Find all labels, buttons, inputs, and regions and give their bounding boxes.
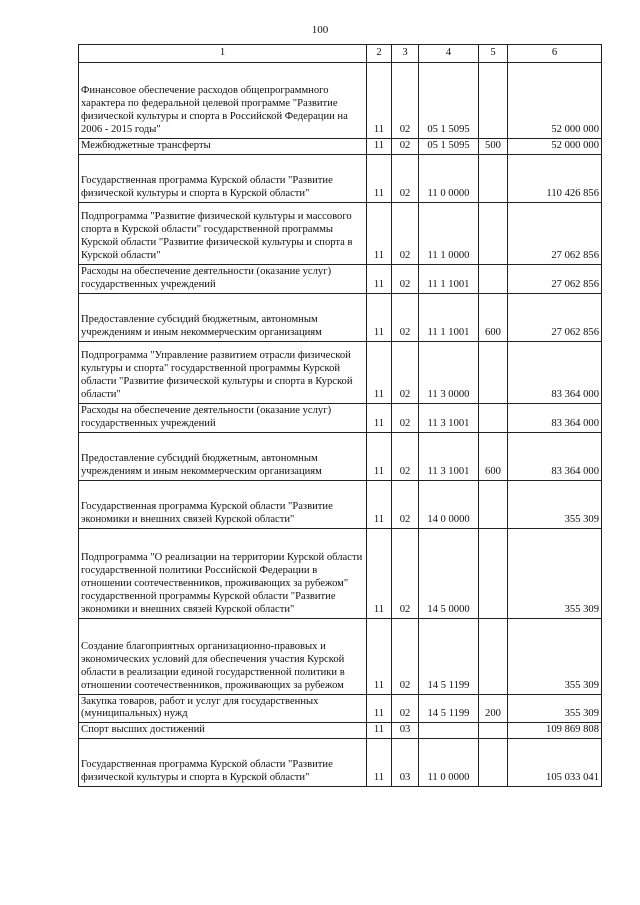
cell-section: 11	[367, 739, 392, 787]
cell-subsection: 02	[392, 432, 419, 480]
table-row	[79, 202, 602, 264]
cell-type	[479, 528, 508, 618]
cell-section: 11	[367, 202, 392, 264]
cell-section: 11	[367, 403, 392, 432]
cell-subsection: 02	[392, 154, 419, 202]
cell-subsection: 02	[392, 694, 419, 723]
cell-amount: 105 033 041	[508, 739, 602, 787]
cell-name: Государственная программа Курской области "Развитие физической культуры и спорта в Курской области"	[79, 739, 367, 787]
cell-subsection: 02	[392, 480, 419, 528]
table-row	[79, 293, 602, 341]
cell-subsection: 02	[392, 264, 419, 293]
cell-section: 11	[367, 62, 392, 138]
cell-section: 11	[367, 432, 392, 480]
table-row	[79, 528, 602, 618]
cell-amount: 83 364 000	[508, 341, 602, 403]
table-row	[79, 62, 602, 138]
cell-subsection: 02	[392, 62, 419, 138]
cell-type	[479, 202, 508, 264]
cell-type	[479, 618, 508, 694]
cell-target: 11 1 1001	[419, 264, 479, 293]
header-col-6: 6	[508, 45, 602, 63]
cell-target: 14 5 1199	[419, 694, 479, 723]
cell-name: Предоставление субсидий бюджетным, автономным учреждениям и иным некоммерческим организациям	[79, 432, 367, 480]
cell-target: 14 5 0000	[419, 528, 479, 618]
cell-amount: 109 869 808	[508, 723, 602, 739]
cell-type: 600	[479, 432, 508, 480]
cell-type	[479, 739, 508, 787]
header-col-4: 4	[419, 45, 479, 63]
cell-type	[479, 480, 508, 528]
cell-target	[419, 723, 479, 739]
cell-name: Спорт высших достижений	[79, 723, 367, 739]
table-row	[79, 618, 602, 694]
cell-section: 11	[367, 341, 392, 403]
cell-section: 11	[367, 528, 392, 618]
header-col-2: 2	[367, 45, 392, 63]
cell-section: 11	[367, 480, 392, 528]
table-row	[79, 264, 602, 293]
cell-target: 11 3 1001	[419, 403, 479, 432]
cell-subsection: 02	[392, 202, 419, 264]
cell-amount: 52 000 000	[508, 62, 602, 138]
cell-type	[479, 264, 508, 293]
header-row	[79, 45, 602, 63]
cell-type: 200	[479, 694, 508, 723]
cell-section: 11	[367, 694, 392, 723]
cell-amount: 27 062 856	[508, 202, 602, 264]
table-row	[79, 138, 602, 154]
cell-section: 11	[367, 264, 392, 293]
cell-name: Расходы на обеспечение деятельности (оказание услуг) государственных учреждений	[79, 403, 367, 432]
table-row	[79, 739, 602, 787]
cell-type	[479, 62, 508, 138]
cell-target: 11 3 1001	[419, 432, 479, 480]
cell-amount: 355 309	[508, 694, 602, 723]
cell-amount: 355 309	[508, 480, 602, 528]
cell-target: 11 1 1001	[419, 293, 479, 341]
cell-amount: 27 062 856	[508, 264, 602, 293]
cell-amount: 83 364 000	[508, 403, 602, 432]
cell-subsection: 03	[392, 739, 419, 787]
table-row	[79, 480, 602, 528]
cell-section: 11	[367, 293, 392, 341]
cell-amount: 355 309	[508, 618, 602, 694]
table-row	[79, 723, 602, 739]
cell-section: 11	[367, 723, 392, 739]
cell-target: 14 0 0000	[419, 480, 479, 528]
table-row	[79, 403, 602, 432]
cell-target: 05 1 5095	[419, 138, 479, 154]
cell-target: 11 1 0000	[419, 202, 479, 264]
table-row	[79, 341, 602, 403]
page-number: 100	[311, 24, 329, 36]
cell-name: Подпрограмма "О реализации на территории Курской области государственной политики Российской Федерации в отношении соотечественников, проживающих за рубежом" государственной программы Курской области "Развитие экономики и внешних связей Курской области"	[79, 528, 367, 618]
cell-name: Создание благоприятных организационно-правовых и экономических условий для обеспечения участия Курской области в реализации единой государственной политики в отношении соотечественников, проживающих за рубежом	[79, 618, 367, 694]
header-col-1: 1	[79, 45, 367, 63]
cell-subsection: 03	[392, 723, 419, 739]
cell-section: 11	[367, 154, 392, 202]
cell-subsection: 02	[392, 618, 419, 694]
cell-amount: 83 364 000	[508, 432, 602, 480]
cell-amount: 27 062 856	[508, 293, 602, 341]
cell-section: 11	[367, 618, 392, 694]
cell-name: Финансовое обеспечение расходов общепрограммного характера по федеральной целевой программе "Развитие физической культуры и спорта в Российской Федерации на 2006 - 2015 годы"	[79, 62, 367, 138]
table-row	[79, 432, 602, 480]
header-col-3: 3	[392, 45, 419, 63]
cell-type	[479, 403, 508, 432]
header-col-5: 5	[479, 45, 508, 63]
cell-amount: 355 309	[508, 528, 602, 618]
cell-subsection: 02	[392, 341, 419, 403]
cell-target: 11 3 0000	[419, 341, 479, 403]
cell-type: 500	[479, 138, 508, 154]
cell-subsection: 02	[392, 138, 419, 154]
cell-target: 11 0 0000	[419, 154, 479, 202]
cell-subsection: 02	[392, 293, 419, 341]
cell-type	[479, 154, 508, 202]
cell-name: Закупка товаров, работ и услуг для государственных (муниципальных) нужд	[79, 694, 367, 723]
cell-name: Межбюджетные трансферты	[79, 138, 367, 154]
cell-name: Государственная программа Курской области "Развитие физической культуры и спорта в Курской области"	[79, 154, 367, 202]
table-row	[79, 694, 602, 723]
cell-name: Государственная программа Курской области "Развитие экономики и внешних связей Курской области"	[79, 480, 367, 528]
cell-section: 11	[367, 138, 392, 154]
cell-type	[479, 723, 508, 739]
cell-subsection: 02	[392, 403, 419, 432]
budget-table	[78, 44, 602, 787]
cell-name: Подпрограмма "Развитие физической культуры и массового спорта в Курской области" государственной программы Курской области "Развитие физической культуры и спорта в Курской области"	[79, 202, 367, 264]
cell-type	[479, 341, 508, 403]
cell-name: Расходы на обеспечение деятельности (оказание услуг) государственных учреждений	[79, 264, 367, 293]
cell-subsection: 02	[392, 528, 419, 618]
cell-name: Предоставление субсидий бюджетным, автономным учреждениям и иным некоммерческим организациям	[79, 293, 367, 341]
cell-target: 11 0 0000	[419, 739, 479, 787]
cell-target: 14 5 1199	[419, 618, 479, 694]
cell-amount: 52 000 000	[508, 138, 602, 154]
cell-amount: 110 426 856	[508, 154, 602, 202]
cell-name: Подпрограмма "Управление развитием отрасли физической культуры и спорта" государственной программы Курской области "Развитие физической культуры и спорта в Курской области"	[79, 341, 367, 403]
table-row	[79, 154, 602, 202]
cell-type: 600	[479, 293, 508, 341]
cell-target: 05 1 5095	[419, 62, 479, 138]
